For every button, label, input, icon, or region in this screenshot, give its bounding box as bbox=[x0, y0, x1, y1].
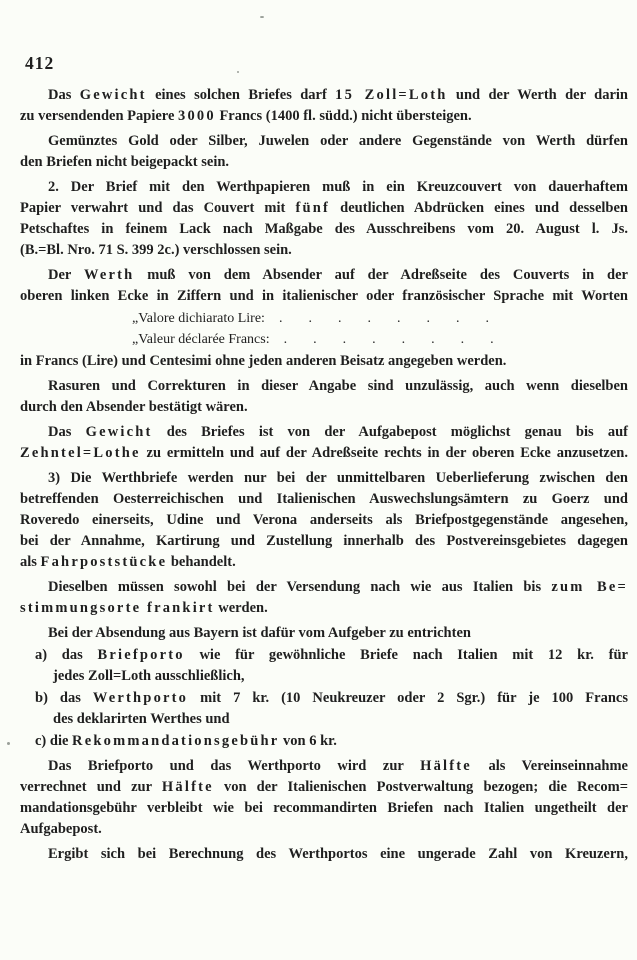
text-line: Ergibt sich bei Berechnung des Werthportos eine ungerade Zahl von Kreuzern, bbox=[48, 846, 628, 862]
para-rule-3-exchange-offices bbox=[20, 468, 628, 573]
text-line: in Francs (Lire) und Centesimi ohne jeden anderen Beisatz angegeben werden. bbox=[20, 353, 507, 369]
para-fee-split bbox=[20, 756, 628, 840]
text-line: Das Briefporto und das Werthporto wird zur Hälfte als Vereinseinnahme bbox=[48, 758, 628, 774]
text-line: Petschaftes in feinem Lack nach Maßgabe des Ausschreibens vom 20. August l. Js. bbox=[20, 221, 628, 237]
text-line: Gemünztes Gold oder Silber, Juwelen oder andere Gegenstände von Werth dürfen bbox=[48, 133, 628, 149]
text-line: 3) Die Werthbriefe werden nur bei der unmittelbaren Ueberlieferung zwischen den bbox=[48, 470, 628, 486]
text-line: mandationsgebühr verbleibt wie bei recommandirten Briefen nach Italien ungetheilt der bbox=[20, 800, 628, 816]
text-line: den Briefen nicht beigepackt sein. bbox=[20, 154, 230, 170]
para-weight-determination bbox=[20, 422, 628, 464]
text-line: Rasuren und Correkturen in dieser Angabe sind unzulässig, auch wenn dieselben bbox=[48, 378, 628, 394]
text-line: bei der Annahme, Kartirung und Zustellung innerhalb des Postvereinsgebietes dagegen bbox=[20, 533, 628, 549]
text-line: durch den Absender bestätigt wären. bbox=[20, 399, 248, 415]
text-line: als Fahrpoststücke behandelt. bbox=[20, 554, 236, 570]
text-line: Bei der Absendung aus Bayern ist dafür vom Aufgeber zu entrichten bbox=[48, 625, 471, 641]
para-franking-requirement bbox=[20, 577, 628, 619]
para-coined-gold bbox=[20, 131, 628, 173]
list-item-b bbox=[20, 688, 628, 730]
text-line: des deklarirten Werthes und bbox=[53, 711, 230, 727]
text-block bbox=[20, 85, 628, 865]
text-line: Roveredo einerseits, Udine und Verona anderseits als Briefpostgegenstände angesehen, bbox=[20, 512, 628, 528]
text-line: stimmungsorte frankirt werden. bbox=[20, 600, 268, 616]
text-line: Zehntel=Lothe zu ermitteln und auf der Adreßseite rechts in der oberen Ecke anzusetzen. bbox=[20, 445, 628, 461]
text-line: Das Gewicht eines solchen Briefes darf 15 Zoll=Loth und der Werth der darin bbox=[48, 87, 628, 103]
text-line: (B.=Bl. Nro. 71 S. 399 2c.) verschlossen sein. bbox=[20, 242, 292, 258]
para-erasures bbox=[20, 376, 628, 418]
list-item-a bbox=[20, 645, 628, 687]
scan-speck bbox=[7, 742, 10, 745]
text-line: b) das Werthporto mit 7 kr. (10 Neukreuzer oder 2 Sgr.) für je 100 Francs bbox=[35, 690, 628, 706]
text-line: „Valeur déclarée Francs: ........ bbox=[132, 332, 520, 347]
list-item-c bbox=[20, 731, 628, 752]
scan-speck bbox=[237, 71, 239, 73]
text-line: betreffenden Oesterreichischen und Italienischen Auswechslungsämtern zu Goerz und bbox=[20, 491, 628, 507]
text-line: 2. Der Brief mit den Werthpapieren muß in ein Kreuzcouvert von dauerhaftem bbox=[48, 179, 628, 195]
para-declaration-continuation bbox=[20, 351, 628, 372]
text-line: zu versendenden Papiere 3000 Francs (1400 fl. südd.) nicht übersteigen. bbox=[20, 108, 472, 124]
para-odd-kreuzer bbox=[20, 844, 628, 865]
text-line: Papier verwahrt und das Couvert mit fünf deutlichen Abdrücken eines und desselben bbox=[20, 200, 628, 216]
text-line: jedes Zoll=Loth ausschließlich, bbox=[53, 668, 245, 684]
scan-speck bbox=[260, 16, 264, 18]
text-line: verrechnet und zur Hälfte von der Italienischen Postverwaltung bezogen; die Recom= bbox=[20, 779, 628, 795]
para-fees-intro bbox=[20, 623, 628, 644]
text-line: c) die Rekommandationsgebühr von 6 kr. bbox=[35, 733, 337, 749]
para-weight-limit bbox=[20, 85, 628, 127]
text-line: oberen linken Ecke in Ziffern und in italienischer oder französischer Sprache mit Worten bbox=[20, 288, 628, 304]
quote-declared-value bbox=[20, 308, 628, 350]
text-line: „Valore dichiarato Lire: ........ bbox=[132, 311, 515, 326]
page-number: 412 bbox=[25, 53, 55, 73]
para-value-declaration bbox=[20, 265, 628, 307]
text-line: Das Gewicht des Briefes ist von der Aufgabepost möglichst genau bis auf bbox=[48, 424, 628, 440]
text-line: Aufgabepost. bbox=[20, 821, 102, 837]
para-rule-2-envelope bbox=[20, 177, 628, 261]
text-line: a) das Briefporto wie für gewöhnliche Briefe nach Italien mit 12 kr. für bbox=[35, 647, 628, 663]
text-line: Dieselben müssen sowohl bei der Versendung nach wie aus Italien bis zum Be= bbox=[48, 579, 628, 595]
text-line: Der Werth muß von dem Absender auf der Adreßseite des Couverts in der bbox=[48, 267, 628, 283]
